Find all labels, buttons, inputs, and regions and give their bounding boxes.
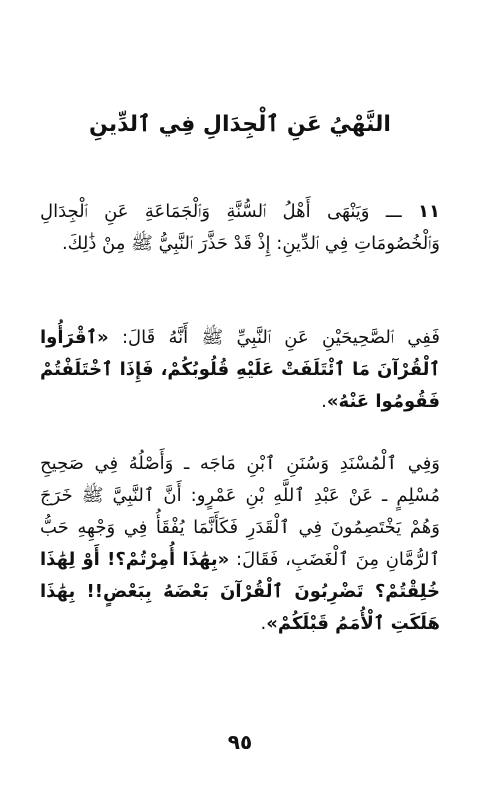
- section-heading: النَّهْيُ عَنِ ٱلْجِدَالِ فِي ٱلدِّينِ: [89, 112, 391, 137]
- paragraph-end: .: [321, 391, 327, 412]
- paragraph-text: وَيَنْهَى أَهْلُ ٱلسُّنَّةِ وَٱلْجَمَاعَةِ عَنِ ٱلْجِدَالِ وَٱلْخُصُومَاتِ فِي ٱلدِّينِ: إِذْ قَدْ حَذَّرَ ٱلنَّبِيُّ ﷺ مِنْ ذَٰلِكَ.: [40, 201, 440, 254]
- paragraph-number: ١١: [418, 201, 441, 222]
- paragraph-intro: فَفِي ٱلصَّحِيحَيْنِ عَنِ ٱلنَّبِيِّ ﷺ أَنَّهُ قَالَ:: [108, 327, 440, 348]
- paragraph-11: [40, 196, 440, 260]
- paragraph-end: .: [260, 613, 267, 634]
- paragraph-musnad: [40, 448, 440, 640]
- hadith-quote: «ٱقْرَأُوا ٱلْقُرْآنَ مَا ٱئْتَلَفَتْ عَلَيْهِ قُلُوبُكُمْ، فَإِذَا ٱخْتَلَفْتُمْ فَقُومُوا عَنْهُ»: [40, 327, 440, 412]
- paragraph-sahihain: [40, 322, 440, 418]
- hadith-quote: «بِهَٰذَا أُمِرْتُمْ؟! أَوْ لِهَٰذَا خُلِقْتُمْ؟ تَضْرِبُونَ ٱلْقُرْآنَ بَعْضَهُ بِبَعْضٍ!! بِهَٰذَا هَلَكَتِ ٱلْأُمَمُ قَبْلَكُمْ»: [40, 549, 440, 634]
- paragraph-dash: ـــ: [369, 201, 419, 222]
- paragraph-intro: وَفِي ٱلْمُسْنَدِ وَسُنَنِ ٱبْنِ مَاجَه ـ وَأَصْلُهُ فِي صَحِيحِ مُسْلِمٍ ـ عَنْ عَبْدِ ٱللَّهِ بْنِ عَمْرٍو: أَنَّ ٱلنَّبِيَّ ﷺ خَرَجَ وَهُمْ يَخْتَصِمُونَ فِي ٱلْقَدَرِ فَكَأَنَّمَا يُفْقَأُ فِي وَجْهِهِ حَبُّ ٱلرُّمَّانِ مِنَ ٱلْغَضَبِ، فَقَالَ:: [40, 453, 441, 570]
- page-number: ٩٥: [227, 730, 253, 754]
